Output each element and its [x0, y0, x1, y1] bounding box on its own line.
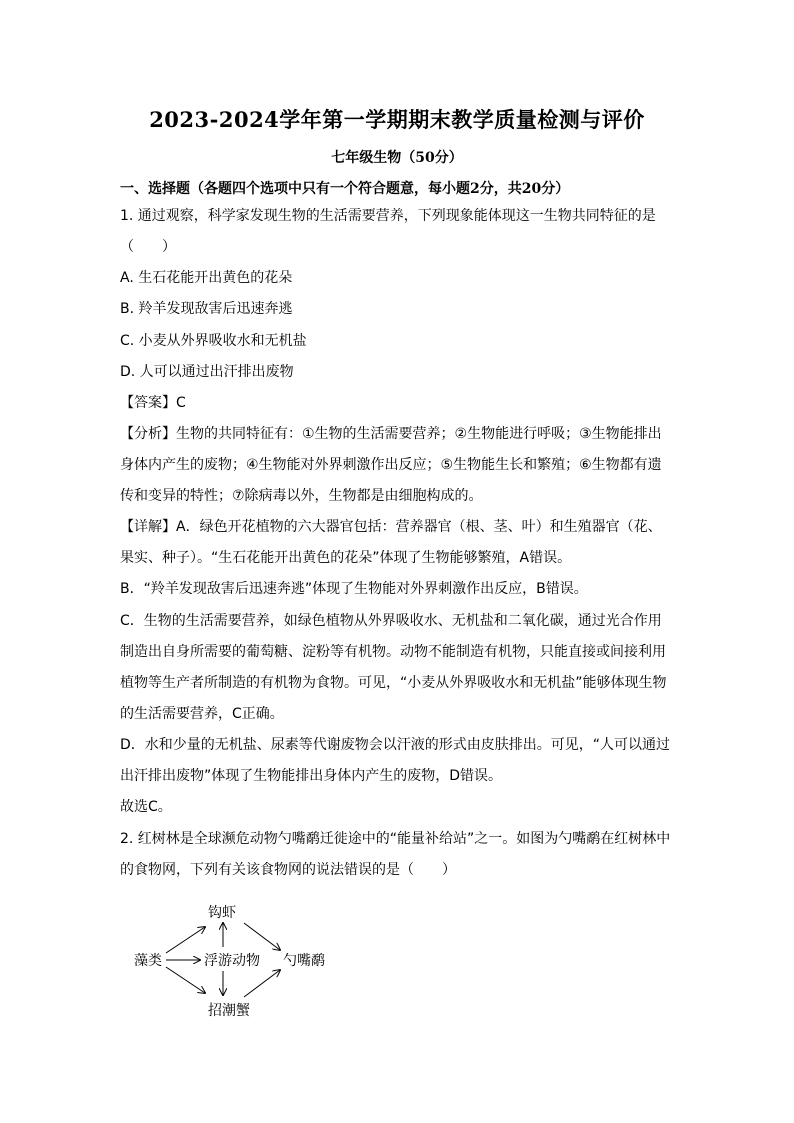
page-subtitle: 七年级生物（50分）: [331, 150, 463, 166]
arrow-shrimp-sandpiper: [244, 923, 280, 950]
node-shrimp: 钩虾: [208, 905, 236, 921]
node-algae: 藻类: [134, 953, 162, 969]
section-heading: 一、选择题（各题四个选项中只有一个符合题意，每小题2分，共20分）: [120, 181, 570, 197]
q1-option-c: C. 小麦从外界吸收水和无机盐: [120, 333, 307, 349]
q1-detail-line-8: D．水和少量的无机盐、尿素等代谢废物会以汗液的形式由皮肤排出。可见，“人可以通过: [120, 737, 671, 753]
q1-analysis-line-1: 【分析】生物的共同特征有：①生物的生活需要营养；②生物能进行呼吸；③生物能排出: [120, 426, 662, 442]
node-crab: 招潮蟹: [208, 1003, 250, 1019]
arrow-crab-sandpiper: [244, 970, 280, 997]
q1-stem-line-1: 1. 通过观察，科学家发现生物的生活需要营养，下列现象能体现这一生物共同特征的是: [120, 208, 656, 224]
q2-stem-line-1: 2. 红树林是全球濒危动物勺嘴鹬迁徙途中的“能量补给站”之一。如图为勺嘴鹬在红树林中: [120, 831, 671, 847]
q1-detail-line-5: 制造出自身所需要的葡萄糖、淀粉等有机物。动物不能制造有机物，只能直接或间接利用: [120, 644, 666, 660]
arrow-algae-crab: [166, 967, 205, 993]
q1-analysis-line-3: 传和变异的特性；⑦除病毒以外，生物都是由细胞构成的。: [120, 488, 483, 504]
q1-detail-line-4: C．生物的生活需要营养，如绿色植物从外界吸收水、无机盐和二氧化碳，通过光合作用: [120, 613, 662, 629]
q1-detail-line-10: 故选C。: [120, 799, 172, 815]
q1-option-a: A. 生石花能开出黄色的花朵: [120, 270, 293, 286]
q1-option-d: D. 人可以通过出汗排出废物: [120, 364, 294, 380]
q1-option-b: B. 羚羊发现敌害后迅速奔逃: [120, 301, 293, 317]
arrow-algae-shrimp: [166, 927, 205, 953]
q1-detail-line-7: 的生活需要营养，C正确。: [120, 706, 284, 722]
q1-analysis-line-2: 身体内产生的废物；④生物能对外界刺激作出反应；⑤生物能生长和繁殖；⑥生物都有遗: [120, 457, 662, 473]
q1-detail-line-3: B．“羚羊发现敌害后迅速奔逃”体现了生物能对外界刺激作出反应，B错误。: [120, 581, 588, 597]
page-title: 2023-2024学年第一学期期末教学质量检测与评价: [149, 107, 645, 132]
q2-stem-line-2: 的食物网，下列有关该食物网的说法错误的是（ ）: [120, 862, 456, 878]
node-sandpiper: 勺嘴鹬: [283, 953, 325, 969]
node-plankton: 浮游动物: [204, 953, 260, 969]
q1-detail-line-2: 果实、种子）。“生石花能开出黄色的花朵”体现了生物能够繁殖，A错误。: [120, 550, 572, 566]
food-web-diagram: [120, 895, 380, 1025]
q1-detail-line-6: 植物等生产者所制造的有机物为食物。可见，“小麦从外界吸收水和无机盐”能够体现生物: [120, 675, 667, 691]
q1-detail-line-9: 出汗排出废物”体现了生物能排出身体内产生的废物，D错误。: [120, 768, 503, 784]
q1-answer: 【答案】C: [120, 395, 186, 411]
q1-detail-line-1: 【详解】A．绿色开花植物的六大器官包括：营养器官（根、茎、叶）和生殖器官（花、: [120, 519, 662, 535]
q1-stem-line-2: （ ）: [120, 239, 176, 255]
